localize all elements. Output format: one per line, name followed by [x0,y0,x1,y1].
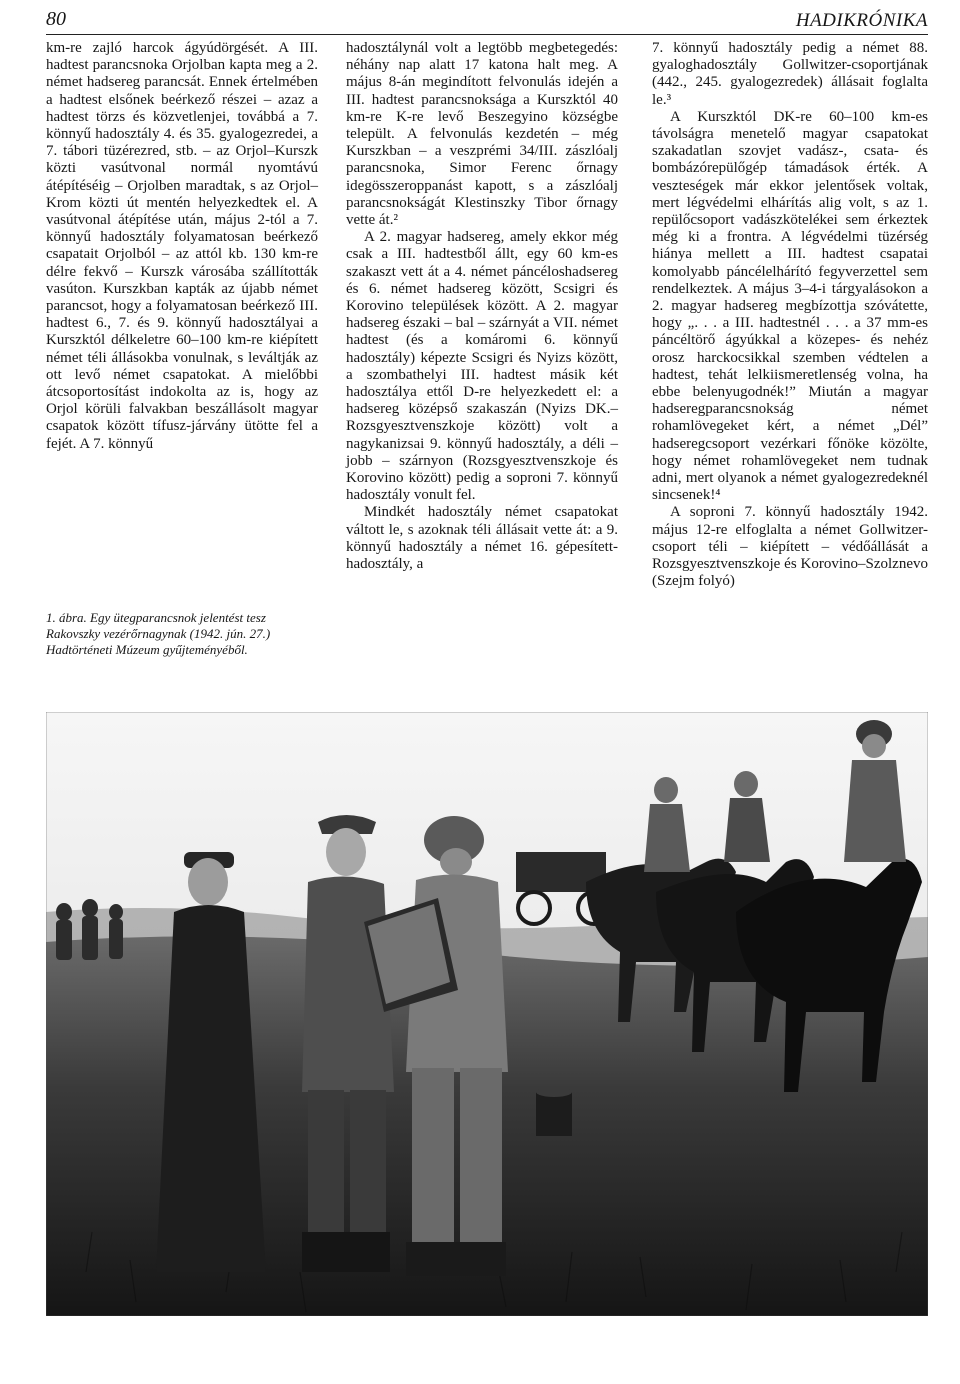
running-title: HADIKRÓNIKA [795,10,928,31]
paragraph: A 2. magyar hadsereg, amely ekkor még csak a III. hadtestből állt, egy 60 km-es szakaszt vett át a 4. német páncéloshadsereg és 6. német hadsereg között, Scsigri és Korovino települések között. A 2. magyar hadsereg északi – bal – szárnyát a VII. német hadtest (és a komáromi 6. könnyű hadosztály) képezte Scsigri és Nyizs között, a szombathelyi III. hadtest másik két hadosztálya ettől D-re helyezkedett el: a hadsereg középső szakaszán (Nyizs DK.–Rozsgyesztvenszkoje között) volt a nagykanizsai 9. könnyű hadosztály, a déli – jobb – szárnyon (Rozsgyesztvenszkoje és Korovino között) pedig a soproni 7. könnyű hadosztály vonult fel. [346,229,618,504]
historical-photograph [46,712,928,1316]
paragraph: Mindkét hadosztály német csapatokat váltott le, s azoknak téli állásait vette át: a 9. könnyű hadosztály a német 16. gépesített-hadosztály, a [346,504,618,573]
paragraph: km-re zajló harcok ágyúdörgését. A III. hadtest parancsnoka Orjolban kapta meg a 2. német hadsereg parancsát. Ennek értelmében a hadtest elsőnek beérkező részei – azaz a hadtest törzs és közvetlenjei, továbbá a 7. könnyű hadosztály 4. és 35. gyalogezredei, a 7. tábori tüzérezred, stb. – az Orjol–Kurszk közti vasútvonal normál nyomtávú átépítéséig – Orjolben maradtak, s az Orjol–Krom közti út mentén helyezkedtek el. A vasútvonal átépítése után, május 2-tól a 7. könnyű hadosztály folyamatosan beérkező csapatait Orjolból – az attól kb. 130 km-re délre fekvő – Kurszk városába szállították vasúton. Kurszkban kapták az újabb német parancsot, hogy a folyamatosan beérkező III. hadtest 6., 7. és 9. könnyű hadosztályai a Kurszktól délkeletre 60–100 km-re kiépített német téli állásokba vonulnak, s leváltják az ott levő német csapatokat. A mielőbbi átcsoportosítást indokolta az is, hogy az Orjol körüli falvakban beszállásolt magyar csapatok között tífusz-járvány ütötte fel a fejét. A 7. könnyű [46,40,318,452]
page-header [46,8,928,35]
page-number: 80 [46,8,66,30]
paragraph: 7. könnyű hadosztály pedig a német 88. gyaloghadosztály Gollwitzer-csoportjának (442., 245. gyalogezredek) állásait foglalta le.³ [652,40,928,108]
figure-caption: 1. ábra. Egy ütegparancsnok jelentést tesz Rakovszky vezérőrnagynak (1942. jún. 27.) Hadtörténeti Múzeum gyűjteményéből. [46,610,271,657]
photo-illustration [46,712,928,1316]
paragraph: A Kurszktól DK-re 60–100 km-es távolságra menetelő magyar csapatokat szakadatlan szovjet vadász-, csata- és bombázórepülőgép támadások érték. A veszteségek már ekkor jelentősek voltak, mert légvédelmi elhárítás alig volt, s az 1. repülőcsoport vadászkötelékei sem érkeztek még ki a frontra. A légvédelmi tüzérség hiánya mellett a III. hadtest csapatai komolyabb páncélelhárító fegyverzettel sem rendelkeztek. A május 3–4-i tárgyalásokon a 2. magyar hadsereg megbízottja szóvátette, hogy „. . . a III. hadtestnél . . . a 37 mm-es páncéltörő ágyúkkal a közepes- és nehéz orosz harckocsikkal szemben védtelen a hadtest, tehát lelkiismeretlenség volna, ha ebbe belenyugodnék!” Miután a magyar hadseregparancsnokság német rohamlövegeket kért, a német „Dél” hadseregcsoport vezérkari főnöke közölte, hogy német rohamlövegeket nem tudnak adni, mert olyanok a német gyalogezredeknél sincsenek!⁴ [652,108,928,504]
text-column-1 [46,40,318,453]
paragraph: hadosztálynál volt a legtöbb megbetegedés: néhány nap alatt 17 katona halt meg. A május 8-án megindított felvonulás idején a III. hadtest parancsnoksága a Kurszktól 40 km-re K-re levő Beszegyino községbe települt. A felvonulás kezdetén – még Kurszkban – a veszprémi 34/III. zászlóalj parancsnoka, Simor Ferenc őrnagy idegösszeroppanást kapott, s a zászlóalj parancsnokságát Klestinszky Tibor őrnagy vette át.² [346,40,618,229]
text-column-2 [346,40,618,573]
paragraph: A soproni 7. könnyű hadosztály 1942. május 12-re elfoglalta a német Gollwitzer-csoport téli – kiépített – védőállását a Rozsgyesztvenszkoje és Korovino–Szolznevo (Szejm folyó) [652,504,928,590]
text-column-3 [652,40,928,591]
